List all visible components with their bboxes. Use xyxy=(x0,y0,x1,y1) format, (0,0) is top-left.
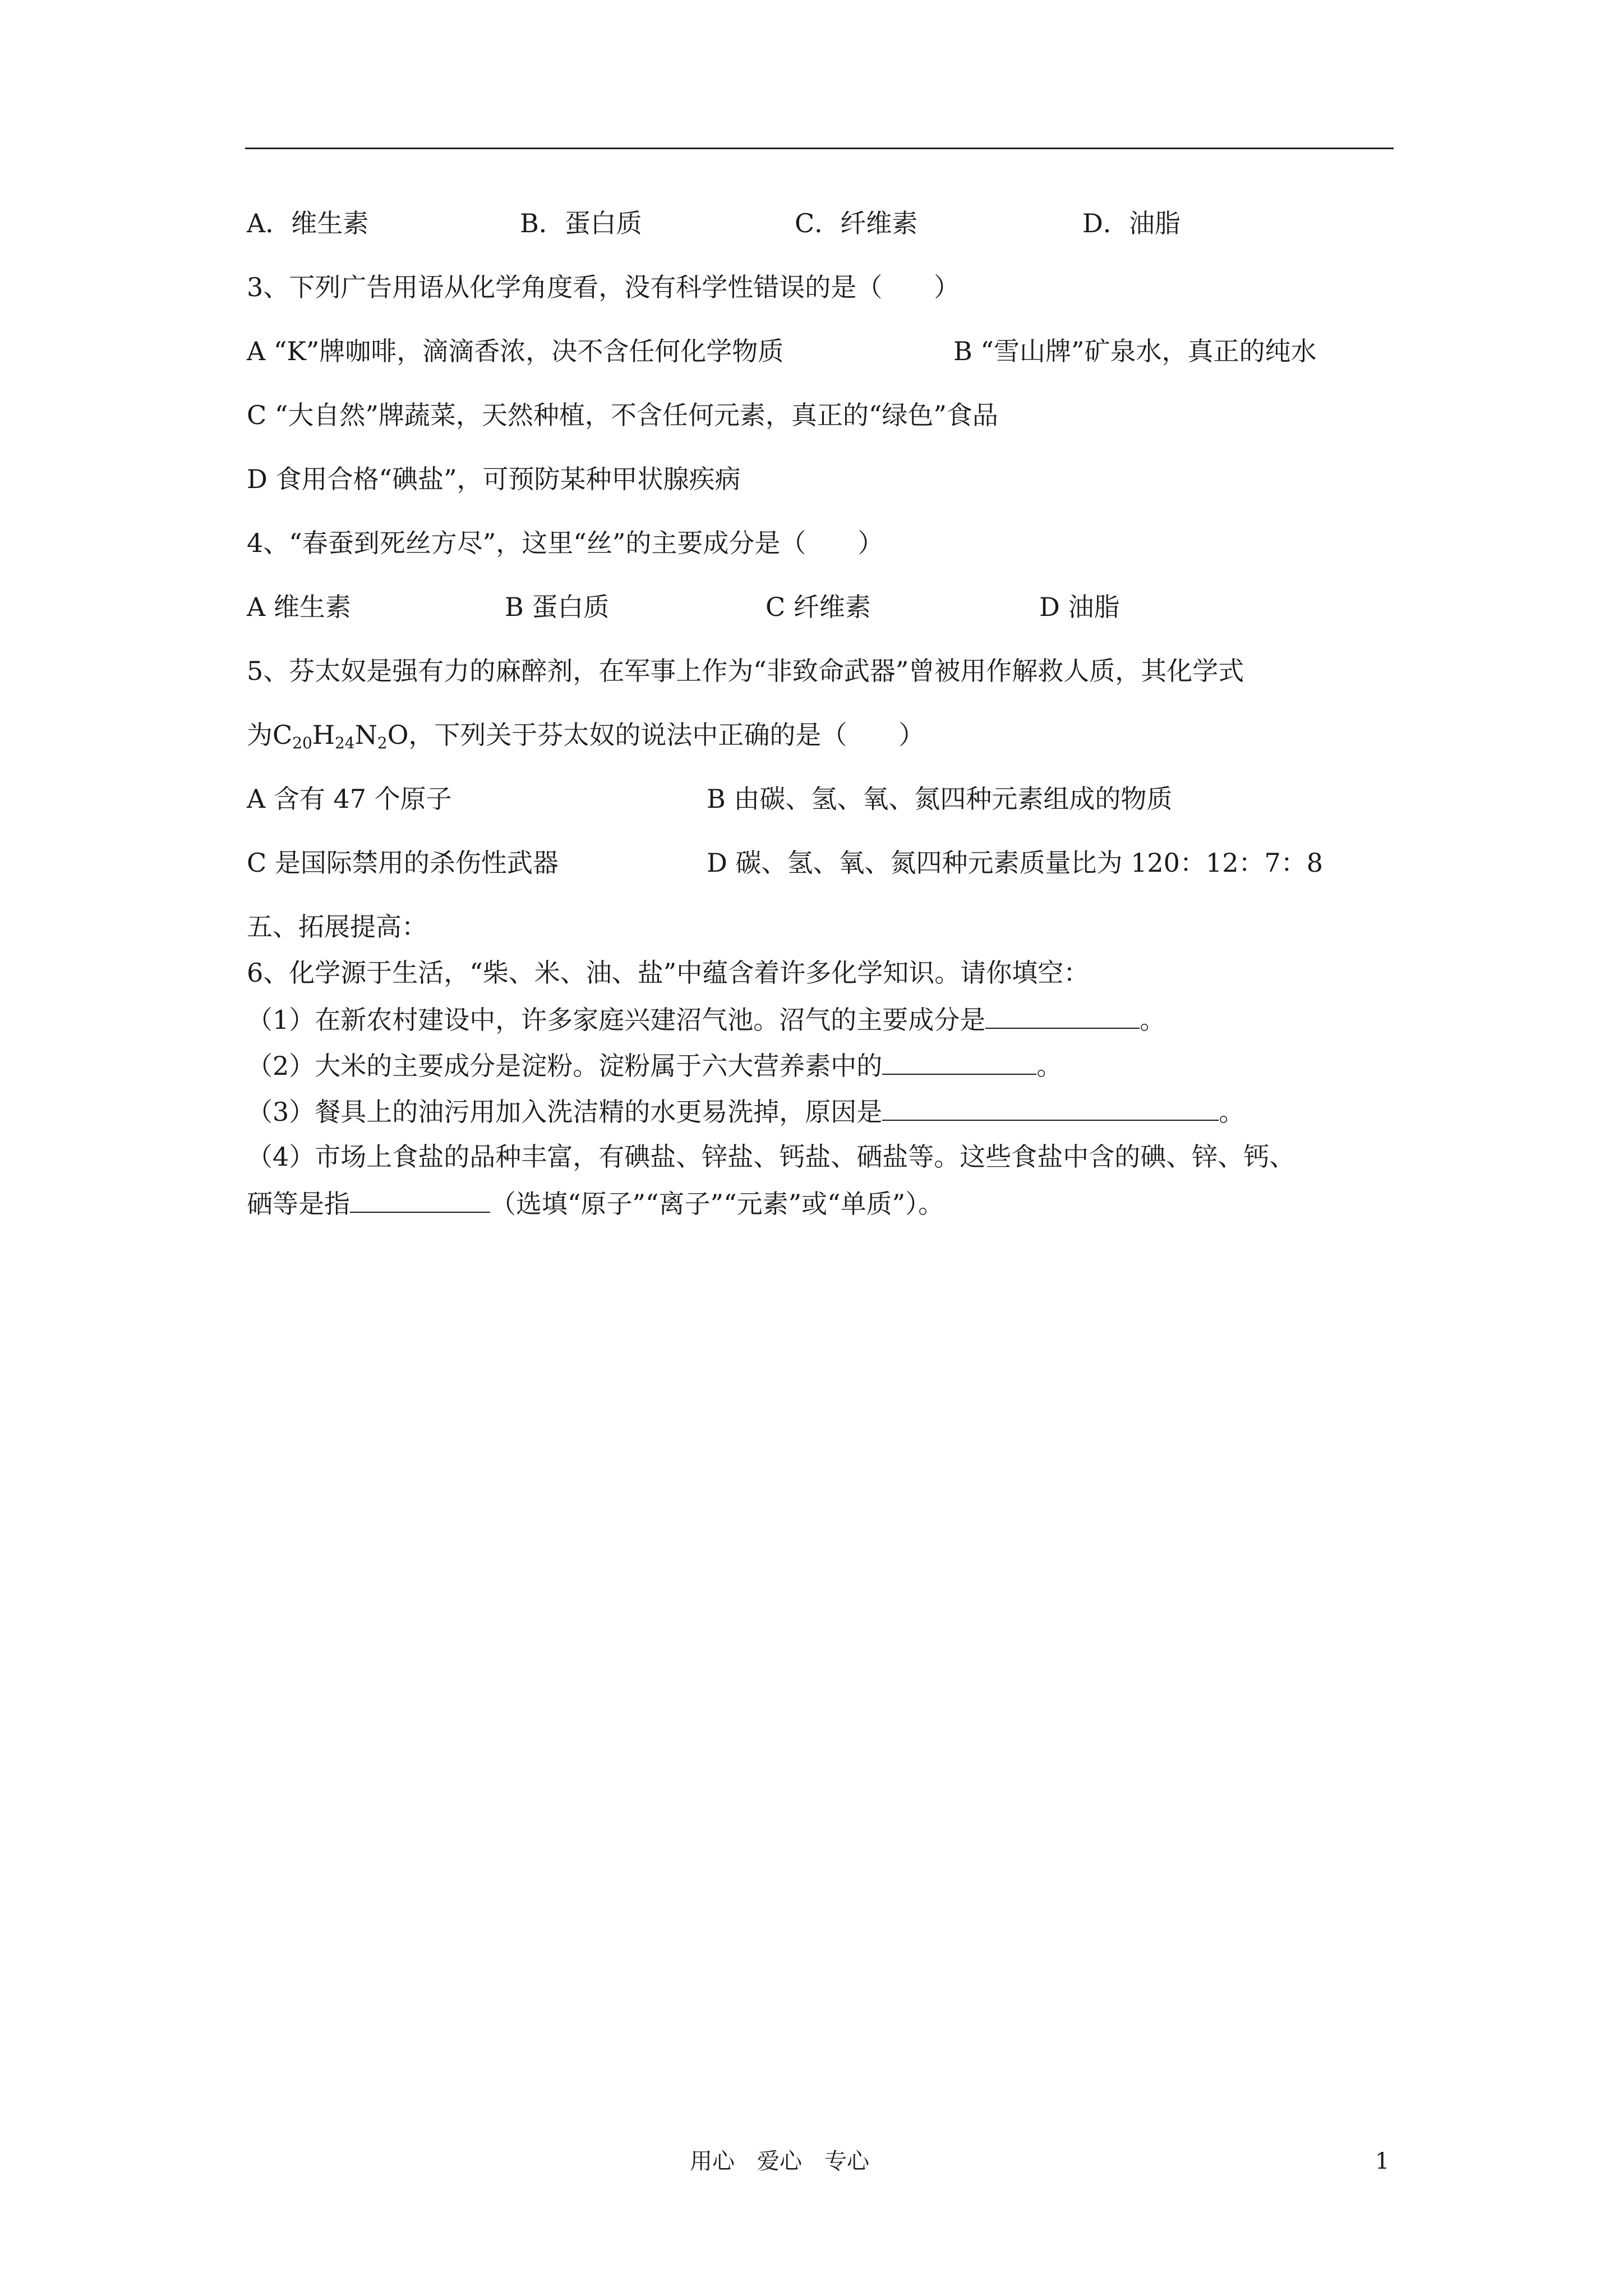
q3-option-c: C “大自然”牌蔬菜，天然种植，不含任何元素，真正的“绿色”食品 xyxy=(247,400,998,430)
q6-part1 xyxy=(247,1003,1394,1035)
q6-part4-prefix: 硒等是指 xyxy=(247,1189,350,1219)
q2-option-a: A．维生素 xyxy=(247,208,369,238)
q6-part2-suffix: 。 xyxy=(1036,1051,1063,1081)
page-content xyxy=(247,208,1394,1233)
q6-part4-text-1: （4）市场上食盐的品种丰富，有碘盐、锌盐、钙盐、硒盐等。这些食盐中含的碘、锌、钙、 xyxy=(247,1142,1295,1172)
q5-stem-text-1: 5、芬太奴是强有力的麻醉剂，在军事上作为“非致命武器”曾被用作解救人质，其化学式 xyxy=(247,656,1244,686)
formula-h: H xyxy=(312,720,335,750)
q5-stem-line1 xyxy=(247,655,1394,687)
q4-options-row xyxy=(247,591,1394,623)
q5-stem-text-2 xyxy=(247,719,924,751)
q3-options-ab xyxy=(247,335,1394,367)
q6-part1-blank[interactable] xyxy=(985,1003,1140,1029)
q4-stem xyxy=(247,527,1394,559)
q6-part4-blank[interactable] xyxy=(350,1187,490,1213)
formula-c: C xyxy=(273,720,293,750)
q6-part3-blank[interactable] xyxy=(882,1095,1219,1121)
q6-part2-blank[interactable] xyxy=(882,1049,1036,1075)
q5-option-b: B 由碳、氢、氧、氮四种元素组成的物质 xyxy=(707,784,1173,814)
q2-options-row xyxy=(247,208,1394,240)
q4-option-a: A 维生素 xyxy=(247,592,351,622)
q3-option-b: B “雪山牌”矿泉水，真正的纯水 xyxy=(953,336,1317,366)
formula-o: O xyxy=(387,720,409,750)
q6-part2-prefix: （2）大米的主要成分是淀粉。淀粉属于六大营养素中的 xyxy=(247,1051,883,1081)
formula-h-sub: 24 xyxy=(334,734,355,752)
q6-stem xyxy=(247,957,1394,989)
q3-stem-text: 3、下列广告用语从化学角度看，没有科学性错误的是（ ） xyxy=(247,272,960,302)
q6-part2-text xyxy=(247,1049,1062,1082)
q6-part4-line1 xyxy=(247,1141,1394,1173)
q3-option-a: A “K”牌咖啡，滴滴香浓，决不含任何化学物质 xyxy=(247,336,784,366)
q3-option-d: D 食用合格“碘盐”，可预防某种甲状腺疾病 xyxy=(247,464,741,494)
q6-part4-text-2 xyxy=(247,1187,944,1220)
q5-stem-line2 xyxy=(247,719,1394,751)
q5-option-a: A 含有 47 个原子 xyxy=(247,784,452,814)
footer-motto: 用心 爱心 专心 xyxy=(690,2148,869,2174)
q6-stem-text: 6、化学源于生活，“柴、米、油、盐”中蕴含着许多化学知识。请你填空： xyxy=(247,958,1090,988)
header-rule xyxy=(245,148,1394,149)
q4-option-d: D 油脂 xyxy=(1039,592,1120,622)
formula-n: N xyxy=(354,720,377,750)
q6-part3-text xyxy=(247,1095,1244,1128)
q6-part1-suffix: 。 xyxy=(1140,1005,1166,1035)
formula-n-sub: 2 xyxy=(377,734,388,752)
q6-part4-line2 xyxy=(247,1187,1394,1219)
q6-part1-prefix: （1）在新农村建设中，许多家庭兴建沼气池。沼气的主要成分是 xyxy=(247,1005,986,1035)
q5-stem-prefix: 为 xyxy=(247,720,273,750)
q4-option-c: C 纤维素 xyxy=(766,592,871,622)
q6-part3 xyxy=(247,1095,1394,1127)
q3-stem xyxy=(247,272,1394,303)
q6-part4-suffix: （选填“原子”“离子”“元素”或“单质”）。 xyxy=(490,1189,944,1219)
q5-options-ab xyxy=(247,783,1394,815)
q6-part1-text xyxy=(247,1003,1165,1036)
q5-option-d: D 碳、氢、氧、氮四种元素质量比为 120：12：7：8 xyxy=(707,848,1323,878)
q5-stem-suffix: ，下列关于芬太奴的说法中正确的是（ ） xyxy=(408,720,925,750)
section-five-title: 五、拓展提高： xyxy=(247,912,427,942)
section-five-heading xyxy=(247,911,1394,943)
q2-option-b: B．蛋白质 xyxy=(520,208,642,238)
q4-option-b: B 蛋白质 xyxy=(505,592,610,622)
q4-stem-text: 4、“春蚕到死丝方尽”，这里“丝”的主要成分是（ ） xyxy=(247,528,884,558)
q6-part3-suffix: 。 xyxy=(1219,1097,1245,1127)
q2-option-c: C．纤维素 xyxy=(795,208,918,238)
q5-options-cd xyxy=(247,847,1394,879)
chemical-formula xyxy=(273,720,408,750)
q6-part3-prefix: （3）餐具上的油污用加入洗洁精的水更易洗掉，原因是 xyxy=(247,1097,883,1127)
q3-option-d-row xyxy=(247,463,1394,495)
page-number: 1 xyxy=(1375,2148,1390,2174)
q5-option-c: C 是国际禁用的杀伤性武器 xyxy=(247,848,559,878)
formula-c-sub: 20 xyxy=(292,734,312,752)
q3-option-c-row xyxy=(247,399,1394,431)
q2-option-d: D．油脂 xyxy=(1082,208,1181,238)
q6-part2 xyxy=(247,1049,1394,1081)
